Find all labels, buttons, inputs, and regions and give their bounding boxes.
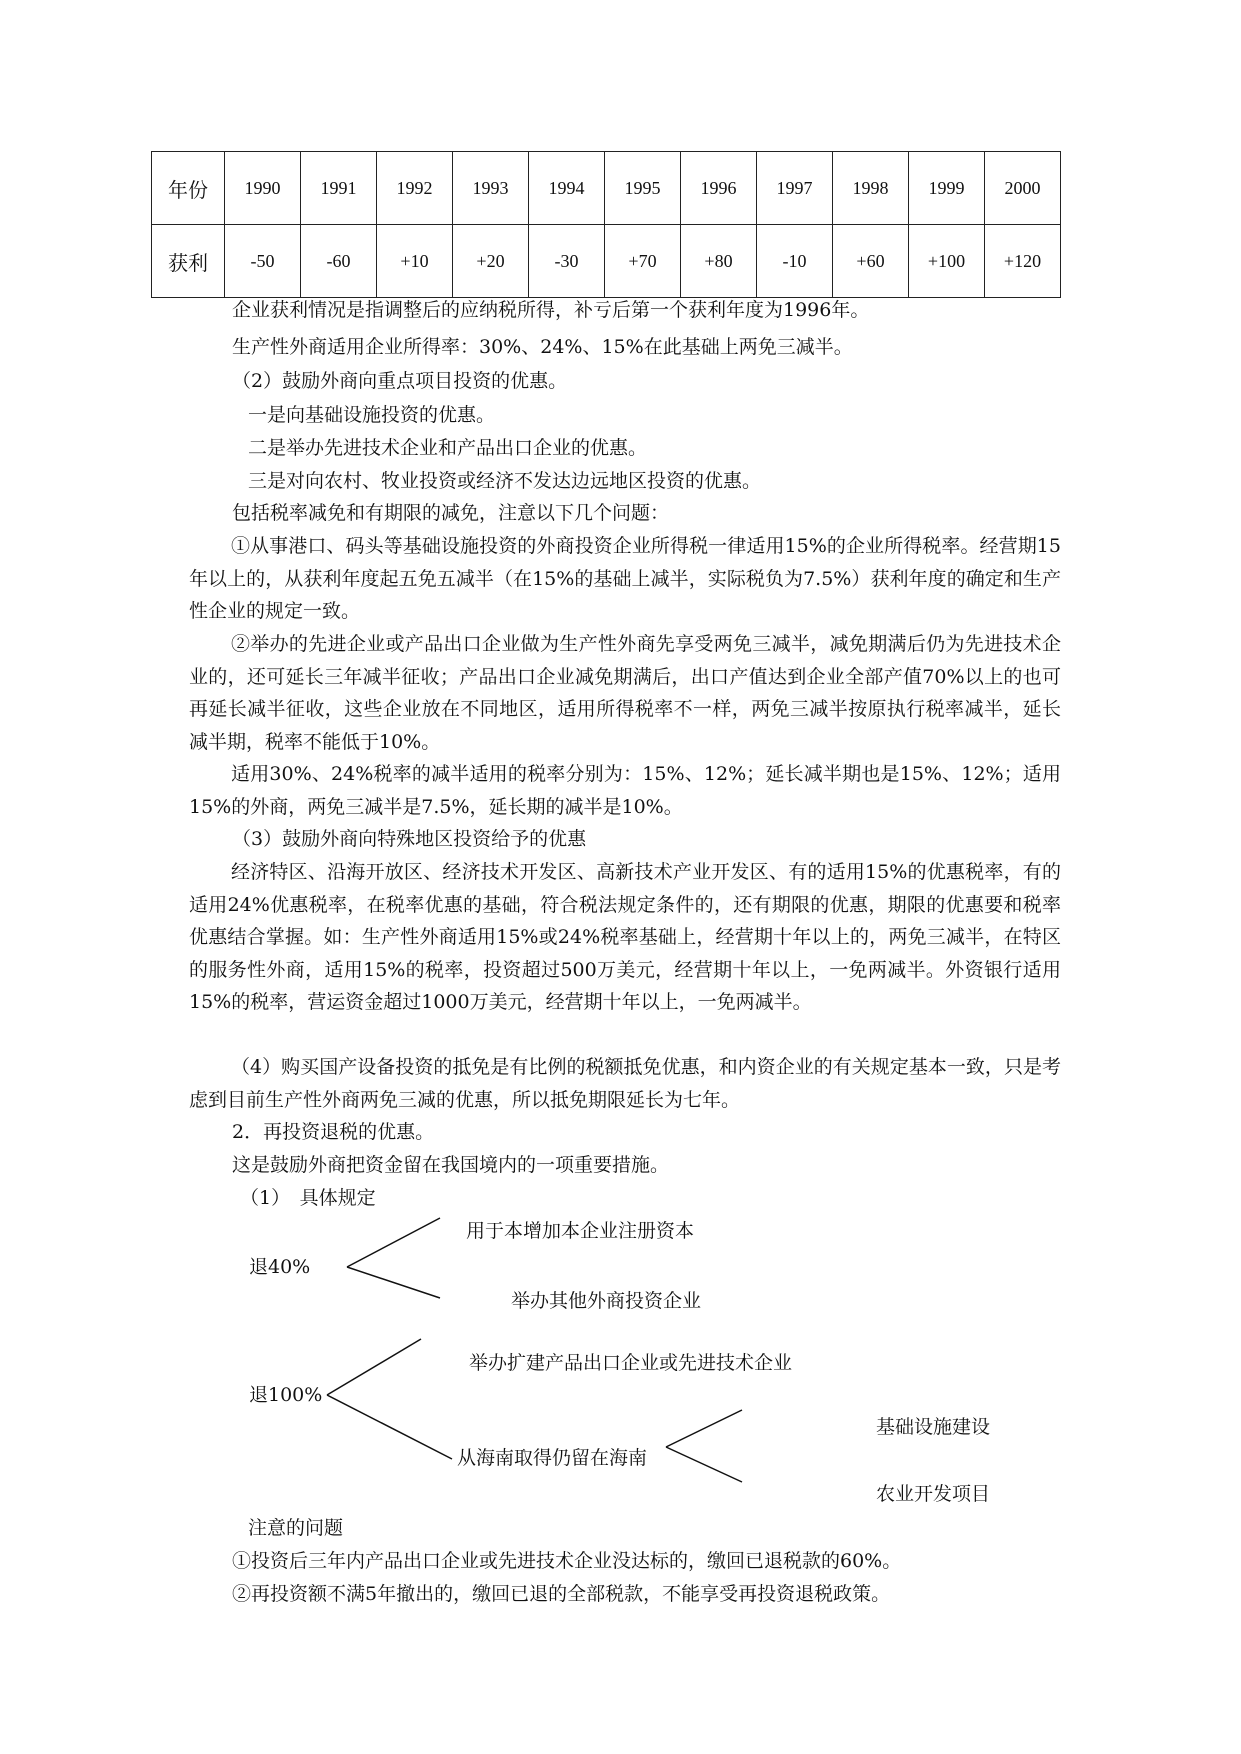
tree-root-40: 退40% xyxy=(249,1256,311,1278)
paragraph: （4）购买国产设备投资的抵免是有比例的税额抵免优惠，和内资企业的有关规定基本一致，只是考虑到目前生产性外商两免三减的优惠，所以抵免期限延长为七年。 xyxy=(189,1056,1061,1111)
year-cell: 1997 xyxy=(757,152,833,225)
tree-leaf: 举办扩建产品出口企业或先进技术企业 xyxy=(469,1352,793,1374)
tree-node: 从海南取得仍留在海南 xyxy=(457,1447,648,1469)
year-cell: 1991 xyxy=(301,152,377,225)
year-cell: 1995 xyxy=(605,152,681,225)
profit-cell: -10 xyxy=(757,225,833,298)
table-row-profits xyxy=(152,225,1061,298)
tree-leaf: 基础设施建设 xyxy=(876,1416,991,1438)
profit-cell: +100 xyxy=(909,225,985,298)
table-row-years xyxy=(152,152,1061,225)
paragraph: ②举办的先进企业或产品出口企业做为生产性外商先享受两免三减半，减免期满后仍为先进技术企业的，还可延长三年减半征收；产品出口企业减免期满后，出口产值达到企业全部产值70%以上的也可再延长减半征收，这些企业放在不同地区，适用所得税率不一样，两免三减半按原执行税率减半，延长减半期，税率不能低于10%。 xyxy=(189,633,1061,753)
tree-branch xyxy=(347,1218,440,1267)
notes-heading: 注意的问题 xyxy=(248,1517,344,1539)
tree-branch xyxy=(666,1410,742,1447)
text-line: 这是鼓励外商把资金留在我国境内的一项重要措施。 xyxy=(232,1154,670,1176)
tree-root-100: 退100% xyxy=(249,1384,323,1406)
year-cell: 1990 xyxy=(225,152,301,225)
tree-branch xyxy=(327,1339,421,1395)
text-line: 包括税率减免和有期限的减免，注意以下几个问题： xyxy=(232,502,670,524)
section-heading: 2．再投资退税的优惠。 xyxy=(232,1121,435,1143)
tree-branch xyxy=(666,1447,742,1482)
year-cell: 1994 xyxy=(529,152,605,225)
profit-cell: +80 xyxy=(681,225,757,298)
year-cell: 1992 xyxy=(377,152,453,225)
profit-cell: +60 xyxy=(833,225,909,298)
year-cell: 1998 xyxy=(833,152,909,225)
profit-table xyxy=(151,151,1061,298)
profit-cell: +20 xyxy=(453,225,529,298)
year-cell: 1999 xyxy=(909,152,985,225)
section-heading: （2）鼓励外商向重点项目投资的优惠。 xyxy=(232,370,568,392)
profit-cell: -30 xyxy=(529,225,605,298)
tree-branch xyxy=(347,1267,440,1298)
tree-leaf: 用于本增加本企业注册资本 xyxy=(466,1220,695,1242)
profit-cell: +70 xyxy=(605,225,681,298)
profit-cell: -50 xyxy=(225,225,301,298)
tree-leaf: 农业开发项目 xyxy=(876,1483,991,1505)
paragraph: ①从事港口、码头等基础设施投资的外商投资企业所得税一律适用15%的企业所得税率。经营期15年以上的，从获利年度起五免五减半（在15%的基础上减半，实际税负为7.5%）获利年度的确定和生产性企业的规定一致。 xyxy=(189,535,1061,622)
text-line: ②再投资额不满5年撤出的，缴回已退的全部税款，不能享受再投资退税政策。 xyxy=(232,1583,891,1605)
text-line: 三是对向农村、牧业投资或经济不发达边远地区投资的优惠。 xyxy=(248,470,762,492)
text-line: ①投资后三年内产品出口企业或先进技术企业没达标的，缴回已退税款的60%。 xyxy=(232,1550,902,1572)
profit-cell: -60 xyxy=(301,225,377,298)
paragraph: 经济特区、沿海开放区、经济技术开发区、高新技术产业开发区、有的适用15%的优惠税率，有的适用24%优惠税率，在税率优惠的基础，符合税法规定条件的，还有期限的优惠，期限的优惠要和税率优惠结合掌握。如：生产性外商适用15%或24%税率基础上，经营期十年以上的，两免三减半，在特区的服务性外商，适用15%的税率，投资超过500万美元，经营期十年以上，一免两减半。外资银行适用15%的税率，营运资金超过1000万美元，经营期十年以上，一免两减半。 xyxy=(189,861,1061,1013)
paragraph: 适用30%、24%税率的减半适用的税率分别为：15%、12%；延长减半期也是15%、12%；适用15%的外商，两免三减半是7.5%，延长期的减半是10%。 xyxy=(189,763,1061,818)
table-header-year: 年份 xyxy=(152,152,225,225)
table-header-profit: 获利 xyxy=(152,225,225,298)
text-line: 企业获利情况是指调整后的应纳税所得，补亏后第一个获利年度为1996年。 xyxy=(232,299,870,321)
section-heading: （3）鼓励外商向特殊地区投资给予的优惠 xyxy=(232,828,587,850)
text-line: （1） 具体规定 xyxy=(240,1187,376,1209)
text-line: 二是举办先进技术企业和产品出口企业的优惠。 xyxy=(248,437,648,459)
tree-branch xyxy=(327,1395,452,1459)
text-line: 一是向基础设施投资的优惠。 xyxy=(248,404,496,426)
text-line: 生产性外商适用企业所得率：30%、24%、15%在此基础上两免三减半。 xyxy=(232,336,853,358)
tree-leaf: 举办其他外商投资企业 xyxy=(511,1290,702,1312)
profit-cell: +120 xyxy=(985,225,1061,298)
profit-cell: +10 xyxy=(377,225,453,298)
year-cell: 1996 xyxy=(681,152,757,225)
year-cell: 1993 xyxy=(453,152,529,225)
year-cell: 2000 xyxy=(985,152,1061,225)
